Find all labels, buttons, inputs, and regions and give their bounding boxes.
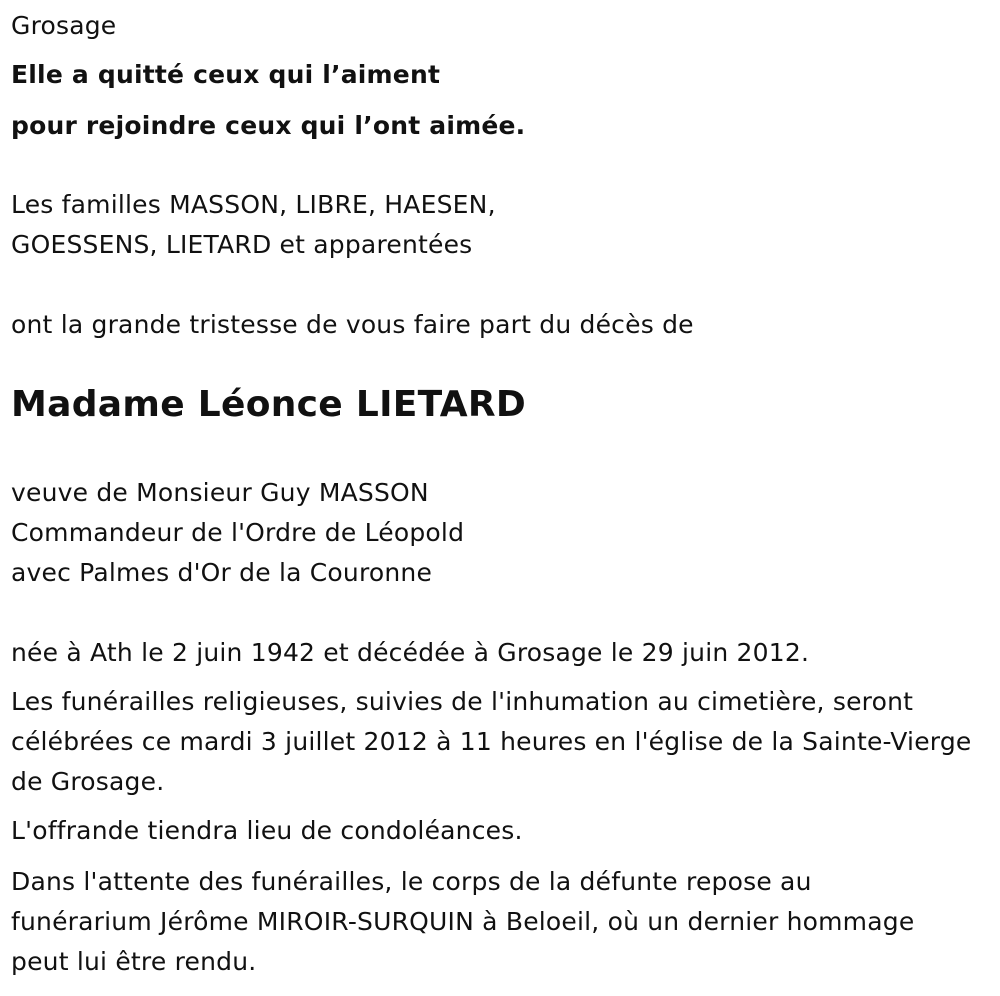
funeral-line-2: célébrées ce mardi 3 juillet 2012 à 11 heures en l'église de la Sainte-Vierge [11,727,972,756]
epitaph-line-1: Elle a quitté ceux qui l’aiment [11,60,441,89]
epitaph-line-2: pour rejoindre ceux qui l’ont aimée. [11,111,526,140]
families-line-1: Les familles MASSON, LIBRE, HAESEN, [11,190,496,219]
viewing-line-3: peut lui être rendu. [11,947,257,976]
funeral-line-1: Les funérailles religieuses, suivies de l'inhumation au cimetière, seront [11,687,914,716]
deceased-name: Madame Léonce LIETARD [11,384,527,425]
spouse-line-2: Commandeur de l'Ordre de Léopold [11,518,465,547]
families-line-2: GOESSENS, LIETARD et apparentées [11,230,473,259]
birth-death-text: née à Ath le 2 juin 1942 et décédée à Grosage le 29 juin 2012. [11,638,810,667]
spouse-line-1: veuve de Monsieur Guy MASSON [11,478,429,507]
viewing-line-2: funérarium Jérôme MIROIR-SURQUIN à Beloeil, où un dernier hommage [11,907,915,936]
funeral-line-3: de Grosage. [11,767,165,796]
place-header: Grosage [11,11,117,40]
viewing-line-1: Dans l'attente des funérailles, le corps de la défunte repose au [11,867,812,896]
offering-text: L'offrande tiendra lieu de condoléances. [11,816,523,845]
announcement-text: ont la grande tristesse de vous faire part du décès de [11,310,694,339]
spouse-line-3: avec Palmes d'Or de la Couronne [11,558,433,587]
